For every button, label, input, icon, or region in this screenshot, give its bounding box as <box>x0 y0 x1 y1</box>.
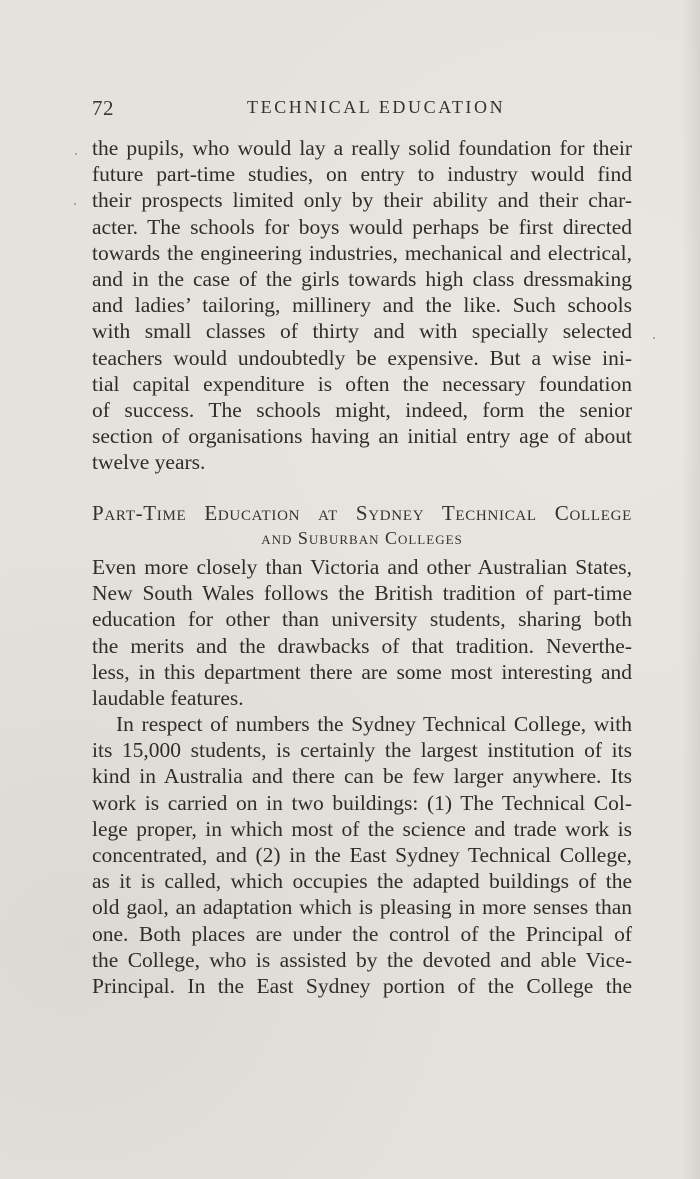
text-line: laudable features. <box>92 686 244 711</box>
text-line: and ladies’ tailoring, millinery and the like. Such schools <box>92 293 632 318</box>
text-line: less, in this department there are some most interesting and <box>92 659 632 684</box>
text-line: New South Wales follows the British tradition of part-time <box>92 581 632 606</box>
paragraph-1 <box>92 135 632 476</box>
text-line: the merits and the drawbacks of that tradition. Neverthe- <box>92 633 632 658</box>
running-head: TECHNICAL EDUCATION <box>247 97 506 117</box>
page-edge-shadow <box>682 0 700 1179</box>
text-line: with small classes of thirty and with specially selected <box>92 319 632 344</box>
text-line: their prospects limited only by their ability and their char- <box>92 188 632 213</box>
text-line: its 15,000 students, is certainly the largest institution of its <box>92 738 632 763</box>
text-line: tial capital expenditure is often the necessary foundation <box>92 371 632 396</box>
paragraph-2 <box>92 554 632 711</box>
text-line: kind in Australia and there can be few larger anywhere. Its <box>92 764 632 789</box>
text-line: twelve years. <box>92 450 206 475</box>
margin-mark <box>74 203 76 205</box>
text-line: the pupils, who would lay a really solid foundation for their <box>92 136 632 160</box>
text-line: education for other than university students, sharing both <box>92 607 632 632</box>
margin-mark <box>653 337 655 339</box>
text-line: teachers would undoubtedly be expensive. But a wise ini- <box>92 345 632 370</box>
section-heading-line-1: Part-Time Education at Sydney Technical College <box>92 501 632 525</box>
text-line: as it is called, which occupies the adapted buildings of the <box>92 869 632 894</box>
text-line: Even more closely than Victoria and other Australian States, <box>92 555 632 579</box>
text-line: future part-time studies, on entry to industry would find <box>92 162 632 187</box>
text-line: section of organisations having an initial entry age of about <box>92 424 632 449</box>
text-line: work is carried on in two buildings: (1) The Technical Col- <box>92 790 632 815</box>
paragraph-3 <box>92 711 632 999</box>
text-line: towards the engineering industries, mechanical and electrical, <box>92 240 632 265</box>
text-line: old gaol, an adaptation which is pleasing in more senses than <box>92 895 632 920</box>
text-line: lege proper, in which most of the science and trade work is <box>92 816 632 841</box>
margin-mark <box>75 153 77 155</box>
text-line: one. Both places are under the control of the Principal of <box>92 921 632 946</box>
section-heading <box>92 501 632 551</box>
page-number: 72 <box>92 96 114 120</box>
section-heading-line-2: and Suburban Colleges <box>261 528 463 548</box>
text-line: the College, who is assisted by the devoted and able Vice- <box>92 947 632 972</box>
text-line: acter. The schools for boys would perhaps be first directed <box>92 214 632 239</box>
text-line: Principal. In the East Sydney portion of the College the <box>92 974 632 999</box>
page-header <box>92 96 632 120</box>
text-line: and in the case of the girls towards high class dressmaking <box>92 267 632 292</box>
text-line: of success. The schools might, indeed, form the senior <box>92 398 632 423</box>
text-line: In respect of numbers the Sydney Technical College, with <box>116 712 632 736</box>
text-line: concentrated, and (2) in the East Sydney Technical College, <box>92 843 632 868</box>
